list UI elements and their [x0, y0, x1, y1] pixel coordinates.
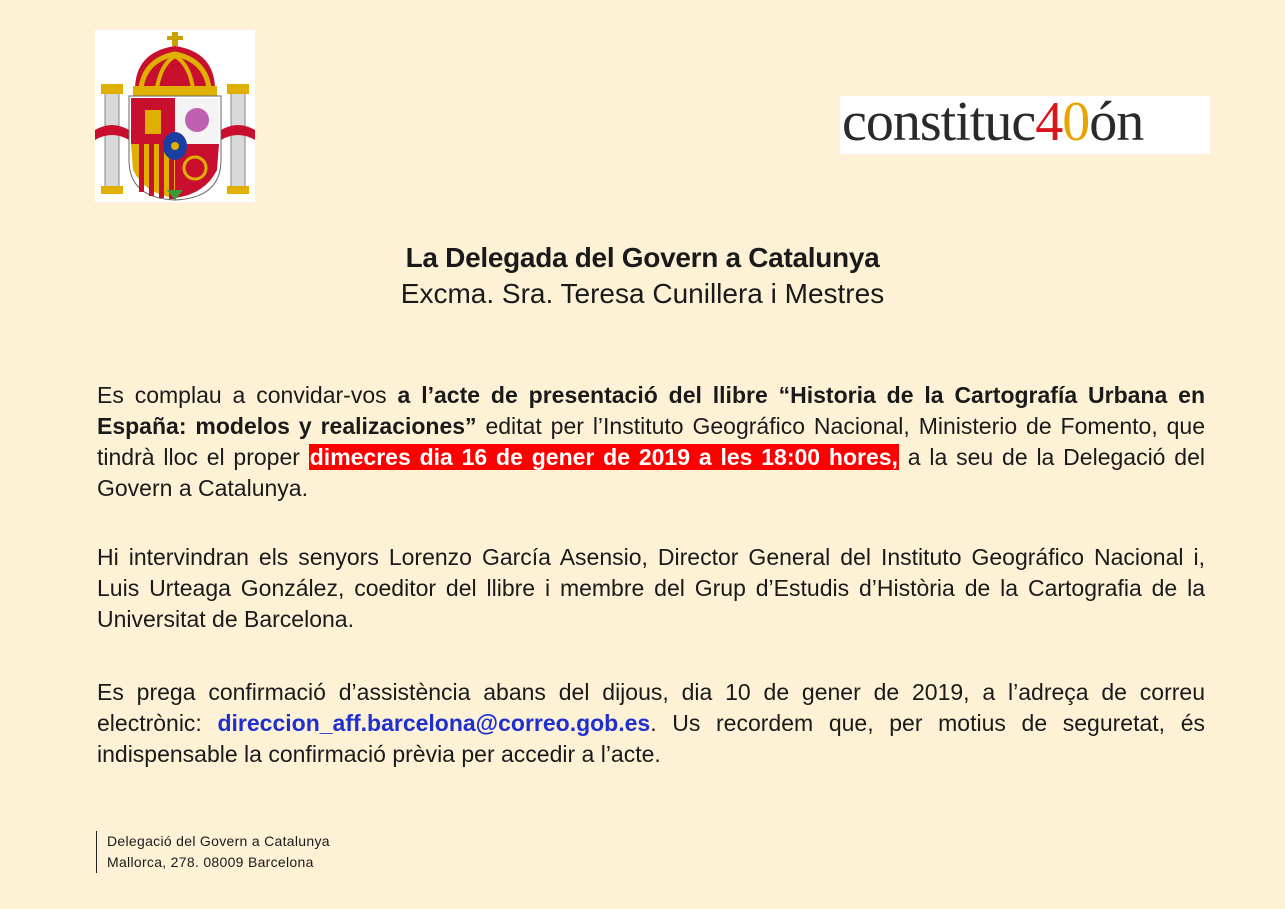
- p1-date-highlight: dimecres dia 16 de gener de 2019 a les 18:00 hores,: [309, 444, 898, 470]
- p3-text-2: . Us recordem que, per motius de seguretat, és indispensable la confirmació prèvia per accedir a l’acte.: [97, 710, 1205, 767]
- paragraph-speakers: Hi intervindran els senyors Lorenzo García Asensio, Director General del Instituto Geográfico Nacional i, Luis Urteaga González, coeditor del llibre i membre del Grup d’Estudis d’Història de la Cartografia de la Universitat de Barcelona.: [97, 544, 1205, 632]
- footer-address: [96, 831, 330, 873]
- constitucion-40-logo: [840, 96, 1210, 154]
- rsvp-email-link[interactable]: direccion_aff.barcelona@correo.gob.es: [217, 710, 651, 736]
- logo-text-0: 0: [1062, 96, 1090, 153]
- footer-line-1: Delegació del Govern a Catalunya: [107, 833, 330, 849]
- coat-of-arms-logo: [95, 30, 255, 202]
- logo-text-1: constituc: [842, 96, 1036, 153]
- p3-text-1: Es prega confirmació d’assistència abans del dijous, dia 10 de gener de 2019, a l’adreça de correu electrònic:: [97, 679, 1205, 736]
- paragraph-invitation: [97, 380, 1205, 504]
- p1-text-1: Es complau a convidar-vos: [97, 382, 398, 408]
- p1-text-2: editat per l’Instituto Geográfico Nacional, Ministerio de Fomento, que tindrà lloc el proper: [97, 413, 1205, 470]
- coat-of-arms-icon: [95, 30, 255, 202]
- heading-title: La Delegada del Govern a Catalunya: [405, 242, 880, 273]
- logo-text-2: ón: [1089, 96, 1144, 153]
- p1-text-3: a la seu de la Delegació del Govern a Catalunya.: [97, 444, 1205, 501]
- heading-subtitle: Excma. Sra. Teresa Cunillera i Mestres: [400, 278, 885, 309]
- invitation-heading: [0, 240, 1285, 312]
- p1-book-title: a l’acte de presentació del llibre “Historia de la Cartografía Urbana en España: modelos y realizaciones”: [97, 382, 1206, 439]
- footer-line-2: Mallorca, 278. 08009 Barcelona: [107, 854, 314, 870]
- logo-text-4: 4: [1035, 96, 1063, 153]
- paragraph-rsvp: [97, 677, 1205, 770]
